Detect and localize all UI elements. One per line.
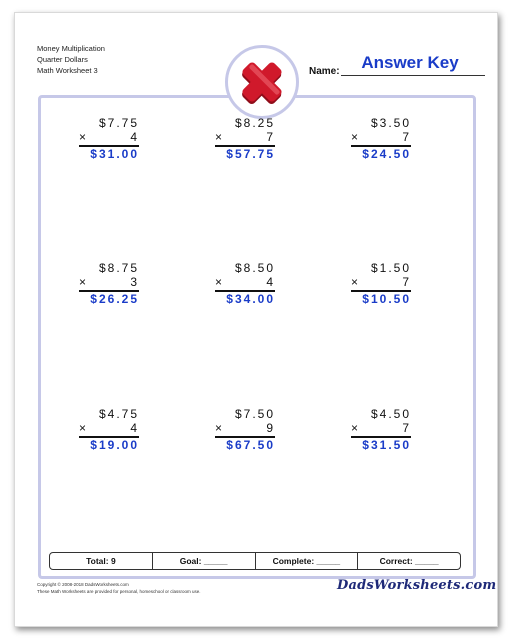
problem-1 <box>79 116 139 162</box>
problem-top: $3.50 <box>370 116 411 130</box>
brand-logo[interactable]: DadsWorksheets.com <box>337 578 497 593</box>
worksheet-subtopic: Quarter Dollars <box>37 55 88 64</box>
problem-4 <box>79 261 139 307</box>
answer-key-title: Answer Key <box>361 53 459 72</box>
score-goal[interactable]: Goal: _____ <box>153 553 256 569</box>
problem-answer: $34.00 <box>226 292 275 306</box>
problem-top: $8.25 <box>234 116 275 130</box>
problem-multiplier: 4 <box>130 130 139 144</box>
problem-7 <box>79 407 139 453</box>
problem-answer: $24.50 <box>362 147 411 161</box>
problem-top: $8.75 <box>98 261 139 275</box>
problem-answer: $19.00 <box>90 438 139 452</box>
usage-note: These Math Worksheets are provided for personal, homeschool or classroom use. <box>37 589 201 594</box>
worksheet-topic: Money Multiplication <box>37 44 105 53</box>
name-field-line[interactable] <box>341 75 485 76</box>
times-sign: × <box>351 130 361 144</box>
worksheet-title: Math Worksheet 3 <box>37 66 98 75</box>
logo-badge <box>225 45 299 119</box>
problem-answer: $57.75 <box>226 147 275 161</box>
problem-multiplier: 3 <box>130 275 139 289</box>
problem-answer: $26.25 <box>90 292 139 306</box>
problem-multiplier: 4 <box>266 275 275 289</box>
times-sign: × <box>215 130 225 144</box>
score-correct[interactable]: Correct: _____ <box>379 556 439 566</box>
times-sign: × <box>79 421 89 435</box>
score-complete[interactable]: Complete: _____ <box>256 553 359 569</box>
score-total: Total: 9 <box>50 553 153 569</box>
problems-frame <box>38 95 476 579</box>
problem-5 <box>215 261 275 307</box>
copyright-line: Copyright © 2008-2018 DadsWorksheets.com <box>37 582 129 587</box>
problem-3 <box>351 116 411 162</box>
problem-top: $7.50 <box>234 407 275 421</box>
problem-answer: $31.50 <box>362 438 411 452</box>
name-label: Name: <box>309 66 340 77</box>
red-x-icon <box>235 55 289 109</box>
problem-multiplier: 7 <box>402 275 411 289</box>
score-box <box>49 552 461 570</box>
problem-answer: $31.00 <box>90 147 139 161</box>
problem-top: $1.50 <box>370 261 411 275</box>
times-sign: × <box>215 421 225 435</box>
problem-multiplier: 4 <box>130 421 139 435</box>
problem-multiplier: 7 <box>266 130 275 144</box>
problem-2 <box>215 116 275 162</box>
problem-9 <box>351 407 411 453</box>
problem-top: $4.50 <box>370 407 411 421</box>
problem-multiplier: 7 <box>402 421 411 435</box>
problem-8 <box>215 407 275 453</box>
problem-top: $7.75 <box>98 116 139 130</box>
problem-answer: $10.50 <box>362 292 411 306</box>
times-sign: × <box>351 421 361 435</box>
times-sign: × <box>79 275 89 289</box>
problem-top: $4.75 <box>98 407 139 421</box>
worksheet-page <box>14 12 498 627</box>
times-sign: × <box>215 275 225 289</box>
problem-multiplier: 7 <box>402 130 411 144</box>
times-sign: × <box>79 130 89 144</box>
problem-6 <box>351 261 411 307</box>
problem-answer: $67.50 <box>226 438 275 452</box>
problem-multiplier: 9 <box>266 421 275 435</box>
times-sign: × <box>351 275 361 289</box>
problem-top: $8.50 <box>234 261 275 275</box>
